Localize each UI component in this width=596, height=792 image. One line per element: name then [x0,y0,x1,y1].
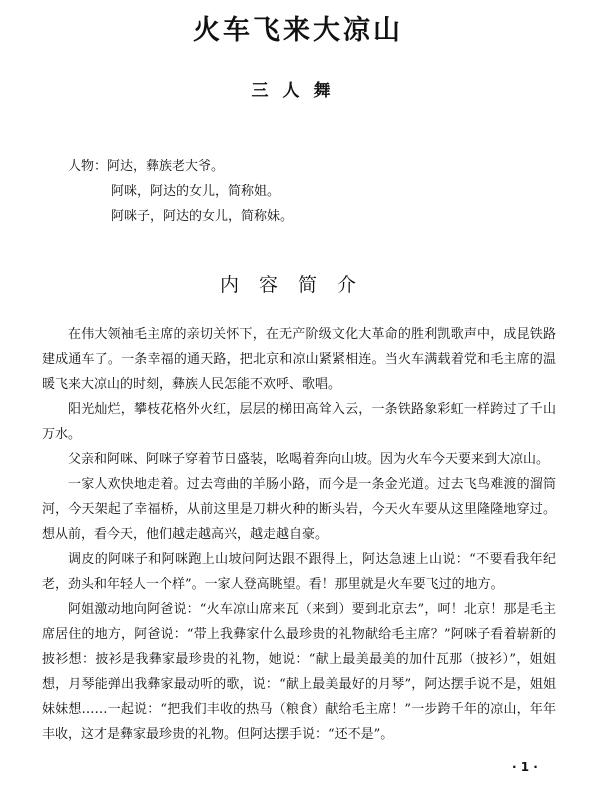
character-entry: 阿咪子，阿达的女儿，简称妹。 [111,209,294,224]
paragraph: 阳光灿烂，攀枝花格外火红，层层的梯田高耸入云，一条铁路象彩虹一样跨过了千山万水。 [42,402,556,442]
dance-type-subtitle: 三人舞 [251,81,345,101]
page-number: · 1 · [512,760,538,774]
character-list [68,154,293,229]
synopsis-body [42,322,556,747]
paragraph: 在伟大领袖毛主席的亲切关怀下，在无产阶级文化大革命的胜利凯歌声中，成昆铁路建成通车了。一条幸福的通天路，把北京和凉山紧紧相连。当火车满载着党和毛主席的温暖飞来大凉山的时刻，彝族人民怎能不欢呼、歌唱。 [42,327,556,392]
paragraph: 一家人欢快地走着。过去弯曲的羊肠小路，而今是一条金光道。过去飞鸟难渡的溜筒河，今天架起了幸福桥，从前这里是刀耕火种的断头岩，今天火车要从这里隆隆地穿过。想从前，看今天，他们越走越高兴，越走越自豪。 [42,477,556,542]
character-entry: 人物：阿达，彝族老大爷。 [68,159,225,174]
paragraph: 阿姐激动地向阿爸说：“火车凉山席来瓦（来到）要到北京去”，呵！北京！那是毛主席居住的地方，阿爸说：“带上我彝家什么最珍贵的礼物献给毛主席？”阿咪子看着崭新的披衫想：披衫是我彝家最珍贵的礼物，她说：“献上最美最美的加什瓦那（披衫）”，姐姐想，月琴能弹出我彝家最动听的歌，说：“献上最美最好的月琴”，阿达摆手说不是，姐姐妹妹想……一起说：“把我们丰收的热马（粮食）献给毛主席！”一步跨千年的凉山，年年丰收，这才是彝家最珍贵的礼物。但阿达摆手说：“还不是”。 [42,602,556,742]
character-entry: 阿咪，阿达的女儿，简称姐。 [111,184,281,199]
paragraph: 父亲和阿咪、阿咪子穿着节日盛装，吆喝着奔向山坡。因为火车今天要来到大凉山。 [68,452,550,467]
paragraph: 调皮的阿咪子和阿咪跑上山坡问阿达跟不跟得上，阿达急速上山说：“不要看我年纪老，劲头和年轻人一个样”。一家人登高眺望。看！那里就是火车要飞过的地方。 [42,552,556,592]
page-title: 火车飞来大凉山 [193,15,403,46]
section-heading: 内容简介 [219,274,376,296]
